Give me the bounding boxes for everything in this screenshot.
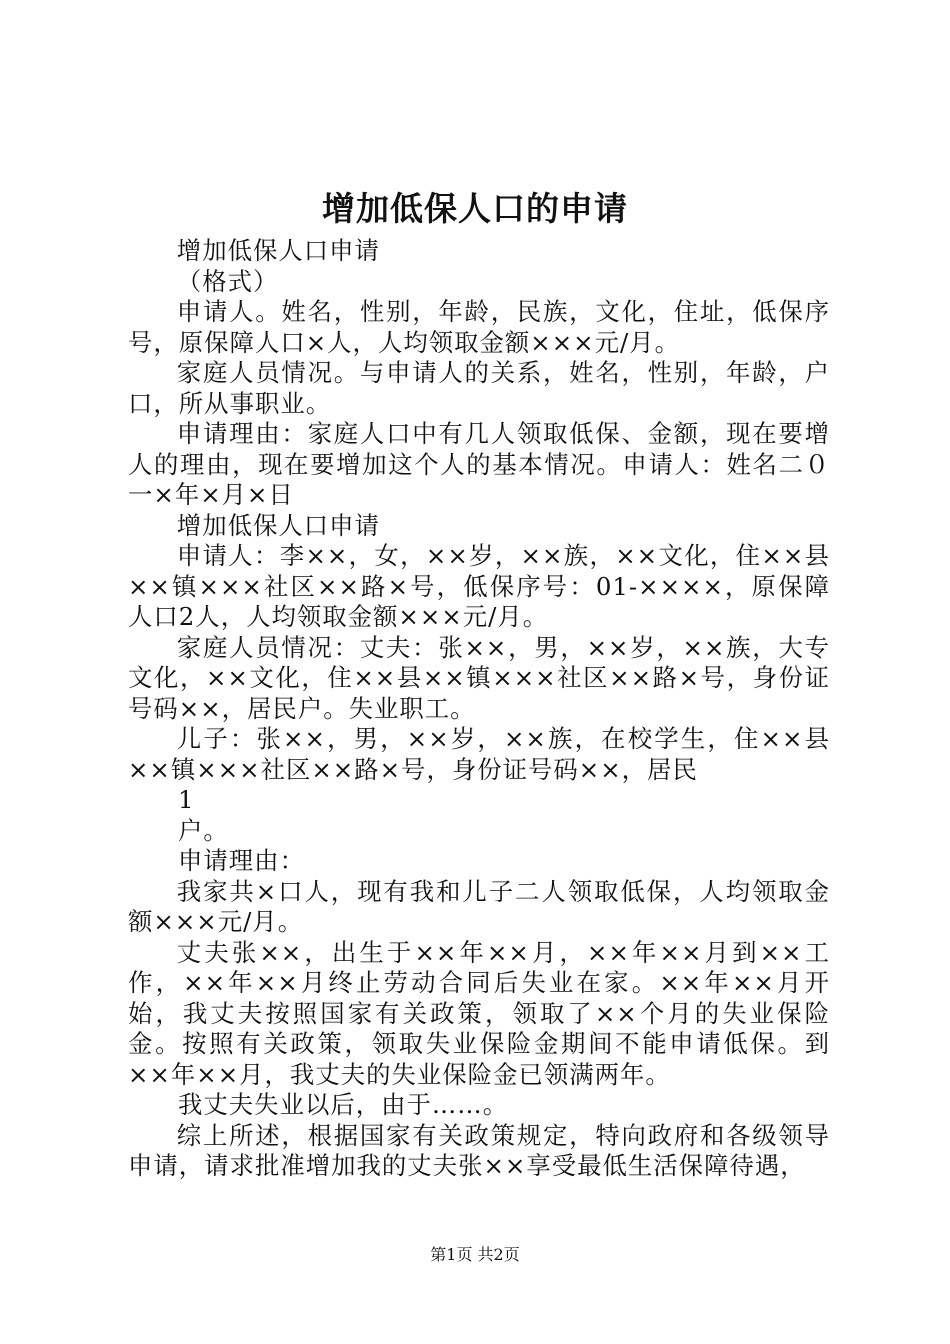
paragraph: 家庭人员情况。与申请人的关系，姓名，性别，年龄，户口，所从事职业。 bbox=[128, 358, 830, 418]
inline-page-number: 1 bbox=[178, 785, 195, 814]
paragraph: 综上所述，根据国家有关政策规定，特向政府和各级领导申请，请求批准增加我的丈夫张××享受最低生活保障待遇， bbox=[128, 1120, 830, 1180]
page-footer: 第1页 共2页 bbox=[430, 1245, 520, 1264]
paragraph-heading: 申请理由： bbox=[178, 846, 305, 875]
paragraph: 儿子：张××，男，××岁，××族，在校学生，住××县××镇×××社区××路×号，身份证号码××，居民 bbox=[128, 724, 830, 784]
paragraph-format-note: （格式） bbox=[176, 266, 279, 296]
paragraph: 我丈夫失业以后，由于……。 bbox=[178, 1090, 509, 1119]
document-title: 增加低保人口的申请 bbox=[322, 189, 628, 228]
paragraph: 申请理由：家庭人口中有几人领取低保、金额，现在要增人的理由，现在要增加这个人的基本情况。申请人：姓名二０一×年×月×日 bbox=[128, 419, 830, 509]
paragraph: 申请人。姓名，性别，年龄，民族，文化，住址，低保序号，原保障人口×人，人均领取金额×××元/月。 bbox=[128, 297, 830, 357]
paragraph-heading: 增加低保人口申请 bbox=[176, 236, 380, 265]
paragraph: 户。 bbox=[178, 815, 229, 845]
paragraph: 申请人：李××，女，××岁，××族，××文化，住××县××镇×××社区××路×号，低保序号：01-××××，原保障人口2人，人均领取金额×××元/月。 bbox=[128, 541, 830, 631]
document-body bbox=[128, 236, 830, 1182]
paragraph-heading: 增加低保人口申请 bbox=[176, 510, 380, 540]
paragraph: 丈夫张××，出生于××年××月，××年××月到××工作，××年××月终止劳动合同后失业在家。××年××月开始，我丈夫按照国家有关政策，领取了××个月的失业保险金。按照有关政策，领取失业保险金期间不能申请低保。到××年××月，我丈夫的失业保险金已领满两年。 bbox=[128, 937, 830, 1089]
paragraph: 我家共×口人，现有我和儿子二人领取低保，人均领取金额×××元/月。 bbox=[128, 876, 830, 936]
paragraph: 家庭人员情况：丈夫：张××，男，××岁，××族，大专文化，××文化，住××县××镇×××社区××路×号，身份证号码××，居民户。失业职工。 bbox=[128, 632, 830, 723]
